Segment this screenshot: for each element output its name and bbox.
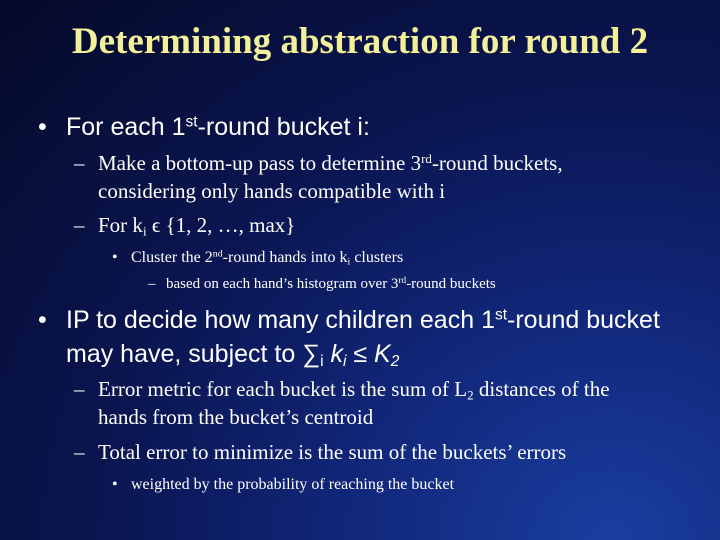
bullet-2-line-1-a: IP to decide how many children each 1 — [66, 306, 495, 334]
bullet-2-line-2 — [66, 337, 399, 371]
bullet-2-line-2-a: may have, subject to ∑ — [66, 340, 321, 368]
sub-1-line-1-b: -round buckets, — [431, 151, 563, 175]
subsubsub-1-sup: rd — [398, 275, 407, 286]
subsub-1-text-a: Cluster the 2 — [131, 249, 213, 266]
sub-2-text — [98, 212, 295, 239]
sub-2-text-a: For k — [98, 213, 143, 237]
bullet-2-k: k — [330, 340, 343, 368]
bullet-2-sup: st — [494, 306, 508, 324]
sub-1-line-1-a: Make a bottom-up pass to determine 3 — [98, 151, 422, 175]
bullet-1-text — [66, 110, 370, 144]
sub-2-sub: i — [142, 223, 147, 239]
subsubsub-1-marker: – — [148, 276, 156, 292]
bullet-2-line-1-b: -round bucket — [507, 306, 660, 334]
subsub-1-text — [131, 248, 403, 268]
sub-3-line-1-a: Error metric for each bucket is the sum of L — [98, 377, 468, 401]
sub-1-line-1 — [98, 150, 563, 177]
sub-3-line-1 — [98, 376, 610, 403]
sub-3-sub: 2 — [467, 387, 474, 403]
sub-1-sup: rd — [421, 150, 432, 166]
bullet-2-K: K — [374, 340, 391, 368]
sub-3-line-2: hands from the bucket’s centroid — [98, 405, 374, 429]
bullet-2-k-sub: i — [342, 352, 347, 370]
bullet-2-le: ≤ — [346, 340, 375, 368]
bullet-2-sum-sub: i — [320, 352, 324, 370]
bullet-1-marker: • — [38, 113, 47, 141]
bullet-1-text-b: -round bucket i: — [197, 113, 370, 141]
sub-1-marker: – — [74, 151, 85, 175]
sub-4-marker: – — [74, 440, 85, 464]
slide-title: Determining abstraction for round 2 — [71, 21, 649, 62]
sub-2-text-b: ϵ {1, 2, …, max} — [146, 213, 296, 237]
subsubsub-1-text-b: -round buckets — [406, 276, 496, 292]
sub-3-line-1-b: distances of the — [473, 377, 610, 401]
subsub-1-text-b: -round hands into k — [222, 249, 348, 266]
bullet-2-marker: • — [38, 306, 47, 334]
sub-4-text: Total error to minimize is the sum of the buckets’ errors — [98, 440, 567, 464]
bullet-1-text-a: For each 1 — [66, 113, 186, 141]
subsub-2-text: weighted by the probability of reaching the bucket — [131, 476, 455, 493]
subsub-1-sub: i — [347, 256, 351, 268]
sub-2-marker: – — [74, 213, 85, 237]
subsub-2-marker: • — [112, 476, 118, 493]
sub-3-marker: – — [74, 377, 85, 401]
subsubsub-1-text-a: based on each hand’s histogram over 3 — [166, 276, 399, 292]
bullet-2-line-1 — [66, 303, 660, 337]
sub-1-line-2: considering only hands compatible with i — [98, 179, 446, 203]
subsub-1-marker: • — [112, 249, 118, 266]
subsubsub-1-text — [166, 275, 496, 294]
subsub-1-sup: nd — [212, 248, 223, 260]
bullet-1-sup: st — [185, 113, 198, 131]
subsub-1-text-c: clusters — [350, 249, 404, 266]
bullet-2-K-sub: 2 — [390, 352, 400, 370]
